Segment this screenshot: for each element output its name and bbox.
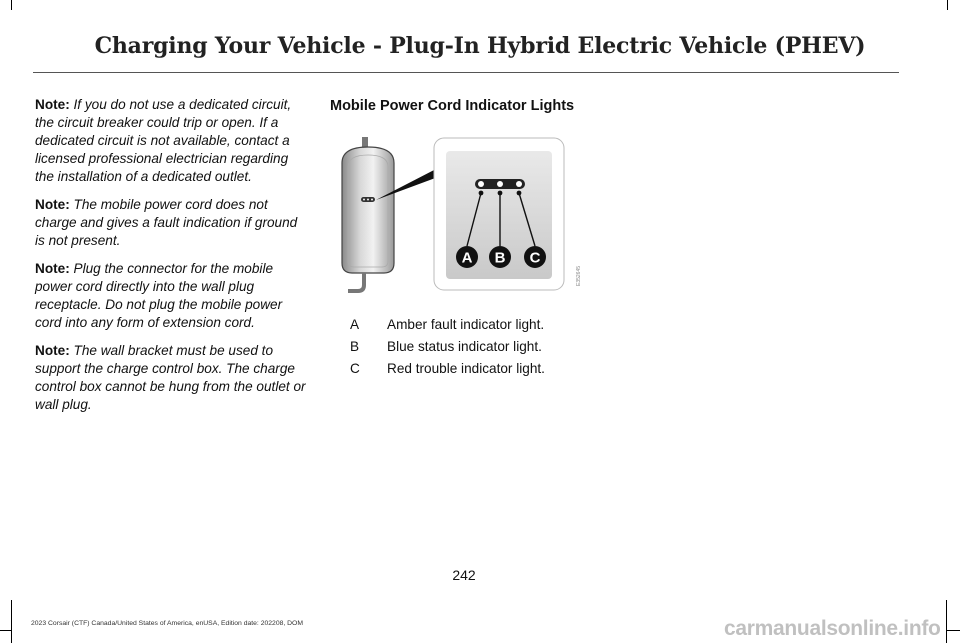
crop-mark [947,630,960,631]
note-label: Note: [35,343,70,358]
figure-code: E352645 [576,265,582,286]
note-dedicated-circuit [35,96,307,186]
legend-row [350,317,650,333]
light-b-icon [497,181,503,187]
legend-key: B [350,339,360,354]
crop-mark [947,0,948,10]
callout-b-label: B [494,249,506,267]
legend-description: Blue status indicator light. [387,339,542,354]
legend-key: C [350,361,360,376]
notes-column [35,96,307,424]
cord-bottom [348,273,364,291]
edition-footer: 2023 Corsair (CTF) Canada/United States of America, enUSA, Edition date: 202208, DOM [31,620,304,627]
callout-c-label: C [529,249,541,267]
legend-description: Red trouble indicator light. [387,361,545,376]
note-label: Note: [35,261,70,276]
legend-row [350,361,650,377]
note-text: The wall bracket must be used to support the charge control box. The charge control box cannot be hung from the outlet or wall plug. [35,343,306,412]
crop-mark [11,600,12,643]
header-divider [33,72,899,73]
legend-key: A [350,317,360,332]
detail-panel [434,138,564,290]
page-title: Charging Your Vehicle - Plug-In Hybrid Electric Vehicle (PHEV) [94,33,866,59]
note-wall-bracket [35,342,307,414]
page-number: 242 [452,567,476,583]
legend-list [350,317,650,383]
note-ground-fault [35,196,307,250]
note-label: Note: [35,97,70,112]
legend-row [350,339,650,355]
note-label: Note: [35,197,70,212]
note-text: If you do not use a dedicated circuit, the circuit breaker could trip or open. If a dedicated circuit is not available, contact a licensed professional electrician regarding the installation of a dedicated outlet. [35,97,292,184]
crop-mark [946,600,947,643]
callout-a-label: A [461,249,473,267]
light-a-icon [478,181,484,187]
crop-mark [11,0,12,10]
indicator-lights-figure [330,133,570,303]
section-heading: Mobile Power Cord Indicator Lights [330,98,575,114]
crop-mark [0,630,11,631]
note-extension-cord [35,260,307,332]
note-text: The mobile power cord does not charge and gives a fault indication if ground is not present. [35,197,298,248]
watermark: carmanualsonline.info [724,617,941,640]
charge-control-box [342,147,394,273]
note-text: Plug the connector for the mobile power cord directly into the wall plug receptacle. Do not plug the mobile power cord into any form of extension cord. [35,261,283,330]
light-c-icon [516,181,522,187]
legend-description: Amber fault indicator light. [387,317,545,332]
